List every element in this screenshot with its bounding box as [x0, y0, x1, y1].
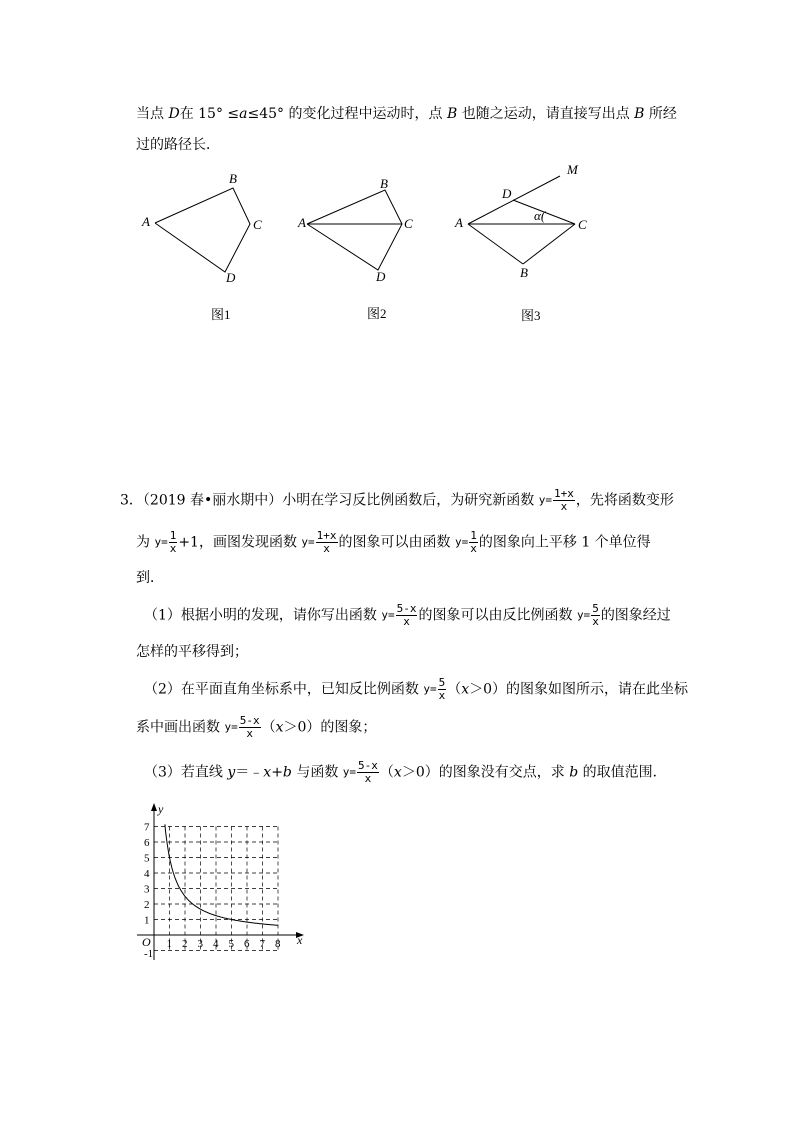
fig2-label-d: D — [376, 269, 386, 284]
x-tick-label: 5 — [228, 938, 234, 950]
fraction: $\frac{1}{x}$ — [169, 529, 177, 555]
q3-part1-line-2: 怎样的平移得到； — [136, 644, 248, 660]
intro-line-1: 当点 D在 15° ≤a≤45° 的变化过程中运动时，点 B 也随之运动，请直接写出点 B 所经 — [136, 106, 677, 122]
fraction: $\frac{1+x}{x}$ — [316, 529, 337, 555]
y-axis-label: y — [158, 802, 164, 816]
fraction: $\frac{1}{x}$ — [470, 529, 477, 555]
fraction: $\frac{5}{x}$ — [438, 676, 446, 702]
fig3-label-m: M — [567, 162, 578, 177]
y-tick-label: 1 — [144, 914, 150, 927]
y-tick-label: 7 — [144, 821, 150, 834]
fig3-label-c: C — [578, 217, 587, 232]
figure-1 — [140, 170, 270, 285]
grid-lines — [154, 827, 278, 951]
fig1-label-a: A — [142, 214, 150, 229]
y-tick-label: 3 — [144, 883, 150, 896]
function-curve — [165, 824, 278, 925]
fig2-caption: 图2 — [367, 306, 387, 321]
x-axis-label: x — [297, 933, 303, 947]
x-tick-label: 1 — [166, 938, 172, 950]
origin-label: O — [142, 935, 151, 949]
fig2-label-b: B — [380, 176, 388, 191]
y-tick-label: 5 — [144, 852, 150, 865]
q3-line-1: 3．（2019 春•丽水期中）小明在学习反比例函数后，为研究新函数 y= $\frac{1+x}{x}$ ，先将函数变形 — [120, 487, 674, 513]
fraction: $\frac{1+x}{x}$ — [553, 487, 574, 513]
fig1-label-b: B — [229, 171, 237, 186]
intro-line-2: 过的路径长． — [136, 137, 220, 153]
fig2-label-c: C — [404, 216, 413, 231]
x-tick-label: 2 — [182, 938, 188, 950]
x-tick-label: 8 — [275, 938, 281, 950]
y-tick-label: 2 — [144, 899, 150, 911]
x-tick-label: 4 — [213, 938, 219, 950]
fig2-label-a: A — [298, 215, 306, 230]
x-tick-label: 7 — [259, 938, 265, 950]
x-tick-labels — [167, 938, 282, 950]
q3-part2-line-2: 系中画出函数 y= $\frac{5-x}{x}$ （x＞0）的图象； — [136, 714, 377, 740]
y-tick-label: 4 — [144, 868, 150, 880]
figure-2 — [295, 173, 425, 285]
fig3-label-a: A — [455, 215, 463, 230]
fig3-label-alpha: α( — [534, 208, 546, 223]
q3-part1-line-1: （1）根据小明的发现，请你写出函数 y= $\frac{5-x}{x}$ 的图象可以由反比例函数 y= $\frac{5}{x}$ 的图象经过 — [144, 602, 671, 628]
fig1-caption: 图1 — [211, 307, 231, 322]
y-tick-label: 6 — [144, 837, 150, 849]
fig1-label-d: D — [226, 270, 236, 285]
q3-part3-line: （3）若直线 y＝﹣x+b 与函数 y= $\frac{5-x}{x}$ （x＞0）的图象没有交点，求 b 的取值范围． — [144, 759, 667, 785]
q3-line-2: 为 y= $\frac{1}{x}$ +1，画图发现函数 y= $\frac{1+x}{x}$ 的图象可以由函数 y= $\frac{1}{x}$ 的图象向上平移 1 个单位得 — [136, 529, 651, 555]
fraction: $\frac{5}{x}$ — [592, 602, 599, 628]
fraction: $\frac{5-x}{x}$ — [358, 759, 378, 785]
fraction: $\frac{5-x}{x}$ — [239, 714, 260, 740]
y-axis-arrow — [151, 803, 157, 811]
y-tick-labels — [144, 822, 150, 927]
fig3-caption: 图3 — [521, 308, 541, 323]
fraction: $\frac{5-x}{x}$ — [396, 602, 417, 628]
neg-tick-label: -1 — [144, 948, 154, 960]
x-tick-label: 6 — [244, 938, 250, 950]
x-tick-label: 3 — [197, 938, 203, 950]
coordinate-graph — [132, 800, 312, 970]
q3-part2-line-1: （2）在平面直角坐标系中，已知反比例函数 y= $\frac{5}{x}$ （x＞0）的图象如图所示，请在此坐标 — [144, 676, 689, 702]
figure-3 — [450, 160, 590, 282]
q3-line-3: 到． — [136, 570, 164, 586]
fig1-label-c: C — [253, 217, 262, 232]
fig3-label-d: D — [502, 186, 512, 201]
fig3-label-b: B — [520, 265, 528, 280]
